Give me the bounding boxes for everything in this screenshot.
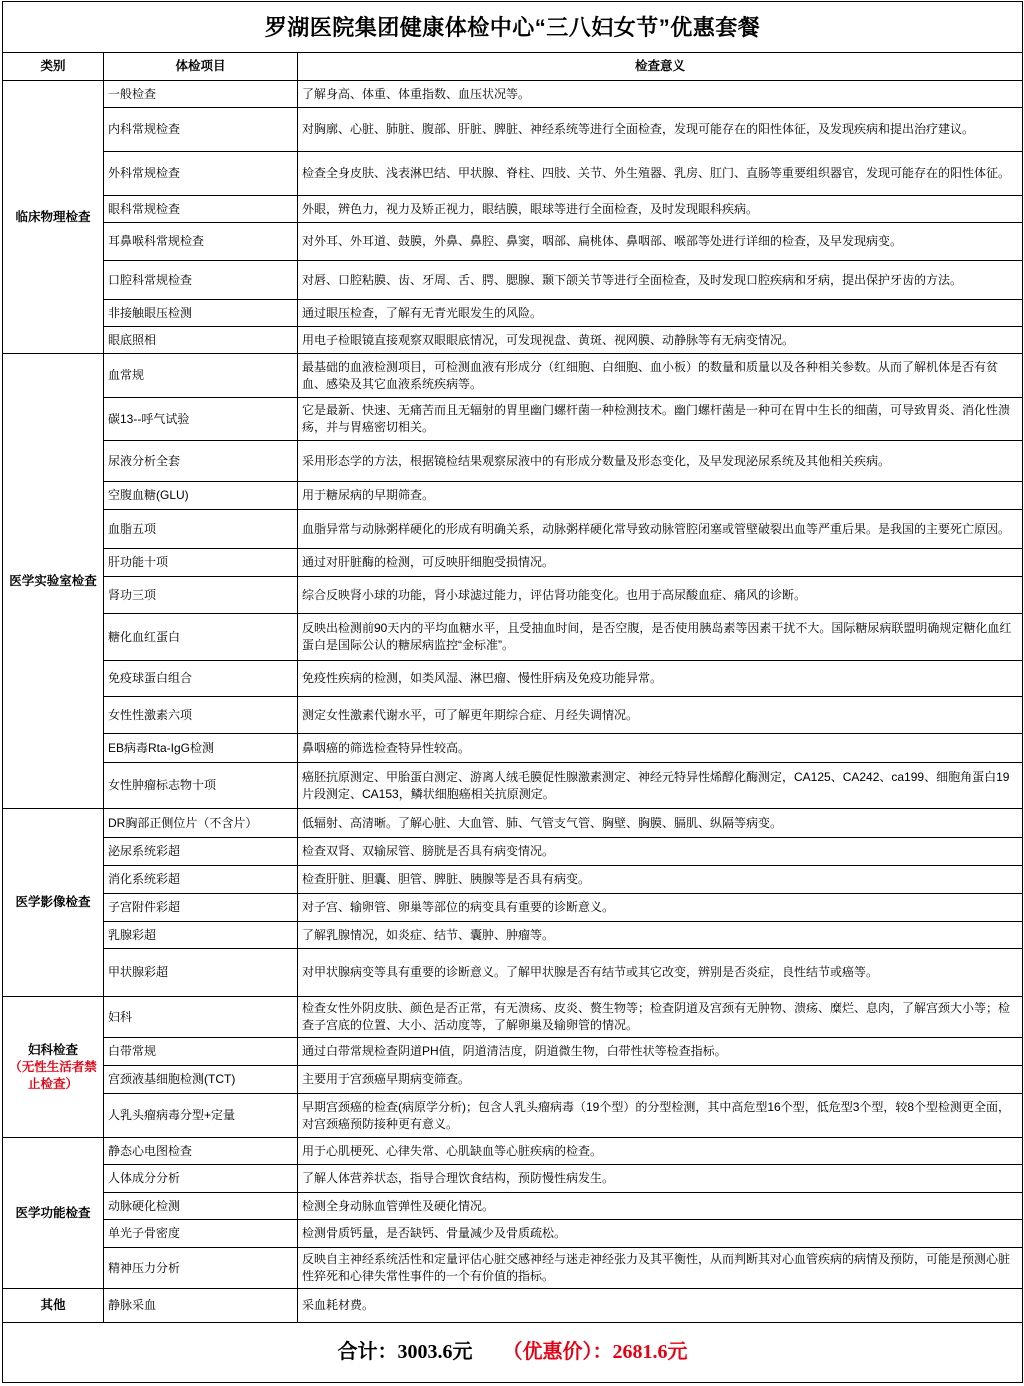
item-name: 静脉采血 xyxy=(104,1289,298,1323)
item-name: 单光子骨密度 xyxy=(104,1220,298,1248)
category-cell xyxy=(3,809,104,997)
item-name: 乳腺彩超 xyxy=(104,922,298,949)
item-name: 消化系统彩超 xyxy=(104,866,298,894)
item-name: 甲状腺彩超 xyxy=(104,949,298,997)
category-cell xyxy=(3,354,104,809)
table-row xyxy=(3,1165,1023,1193)
item-meaning: 了解乳腺情况，如炎症、结节、囊肿、肿瘤等。 xyxy=(298,922,1023,949)
item-name: 空腹血糖(GLU) xyxy=(104,482,298,510)
total-cell xyxy=(3,1323,1023,1383)
item-meaning: 低辐射、高清晰。了解心脏、大血管、肺、气管支气管、胸壁、胸膜、膈肌、纵隔等病变。 xyxy=(298,809,1023,838)
item-meaning: 对子宫、输卵管、卵巢等部位的病变具有重要的诊断意义。 xyxy=(298,894,1023,922)
table-row xyxy=(3,1094,1023,1138)
table-row xyxy=(3,697,1023,734)
item-meaning: 癌胚抗原测定、甲胎蛋白测定、游离人绒毛膜促性腺激素测定、神经元特异性烯醇化酶测定，CA125、CA242、ca199、细胞角蛋白19片段测定、CA153，鳞状细胞癌相关抗原测定。 xyxy=(298,763,1023,809)
table-row xyxy=(3,327,1023,354)
item-name: DR胸部正侧位片（不含片） xyxy=(104,809,298,838)
item-name: 耳鼻喉科常规检查 xyxy=(104,223,298,261)
table-row xyxy=(3,152,1023,196)
table-row xyxy=(3,1038,1023,1066)
item-meaning: 早期宫颈癌的检查(病原学分析)；包含人乳头瘤病毒（19个型）的分型检测，其中高危型16个型，低危型3个型，较8个型检测更全面，对宫颈癌预防接种更有意义。 xyxy=(298,1094,1023,1138)
category-label: 临床物理检查 xyxy=(15,209,91,224)
item-meaning: 了解人体营养状态，指导合理饮食结构，预防慢性病发生。 xyxy=(298,1165,1023,1193)
item-meaning: 对甲状腺病变等具有重要的诊断意义。了解甲状腺是否有结节或其它改变，辨别是否炎症，良性结节或癌等。 xyxy=(298,949,1023,997)
item-name: 女性肿瘤标志物十项 xyxy=(104,763,298,809)
item-name: 口腔科常规检查 xyxy=(104,261,298,300)
table-row xyxy=(3,997,1023,1038)
item-meaning: 鼻咽癌的筛选检查特异性较高。 xyxy=(298,734,1023,763)
total-row xyxy=(3,1323,1023,1383)
item-meaning: 采血耗材费。 xyxy=(298,1289,1023,1323)
table-row xyxy=(3,261,1023,300)
total-price: 合计：3003.6元 xyxy=(337,1341,473,1363)
table-row xyxy=(3,1066,1023,1094)
table-row xyxy=(3,1193,1023,1220)
table-row xyxy=(3,354,1023,398)
item-meaning: 主要用于宫颈癌早期病变筛查。 xyxy=(298,1066,1023,1094)
table-row xyxy=(3,549,1023,577)
table-row xyxy=(3,108,1023,152)
discount-price: （优惠价）：2681.6元 xyxy=(502,1341,688,1363)
item-name: EB病毒Rta-IgG检测 xyxy=(104,734,298,763)
table-row xyxy=(3,441,1023,482)
item-meaning: 免疫性疾病的检测，如类风湿、淋巴瘤、慢性肝病及免疫功能异常。 xyxy=(298,661,1023,697)
table-row xyxy=(3,763,1023,809)
item-meaning: 对唇、口腔粘膜、齿、牙周、舌、腭、腮腺、颞下颌关节等进行全面检查，及时发现口腔疾病和牙病，提出保护牙齿的方法。 xyxy=(298,261,1023,300)
item-meaning: 用于心肌梗死、心律失常、心肌缺血等心脏疾病的检查。 xyxy=(298,1138,1023,1165)
item-name: 白带常规 xyxy=(104,1038,298,1066)
item-name: 外科常规检查 xyxy=(104,152,298,196)
item-name: 血脂五项 xyxy=(104,510,298,549)
table-row xyxy=(3,398,1023,441)
item-meaning: 检测骨质钙量，是否缺钙、骨量减少及骨质疏松。 xyxy=(298,1220,1023,1248)
item-name: 碳13--呼气试验 xyxy=(104,398,298,441)
table-row xyxy=(3,510,1023,549)
item-name: 血常规 xyxy=(104,354,298,398)
category-label: 其他 xyxy=(40,1298,66,1312)
table-row xyxy=(3,577,1023,614)
item-name: 子宫附件彩超 xyxy=(104,894,298,922)
table-row xyxy=(3,894,1023,922)
item-meaning: 用电子检眼镜直接观察双眼眼底情况，可发现视盘、黄斑、视网膜、动静脉等有无病变情况。 xyxy=(298,327,1023,354)
table-row xyxy=(3,922,1023,949)
item-meaning: 反映出检测前90天内的平均血糖水平，且受抽血时间，是否空腹，是否使用胰岛素等因素干扰不大。国际糖尿病联盟明确规定糖化血红蛋白是国际公认的糖尿病监控“金标准”。 xyxy=(298,614,1023,661)
table-row xyxy=(3,81,1023,108)
item-meaning: 检查女性外阴皮肤、颜色是否正常，有无溃疡、皮炎、赘生物等；检查阴道及宫颈有无肿物、溃疡、糜烂、息肉，了解宫颈大小等；检查子宫底的位置、大小、活动度等，了解卵巢及输卵管的情况。 xyxy=(298,997,1023,1038)
table-row xyxy=(3,1289,1023,1323)
item-name: 精神压力分析 xyxy=(104,1248,298,1289)
table-row xyxy=(3,1220,1023,1248)
item-meaning: 通过白带常规检查阴道PH值，阴道清洁度，阴道微生物，白带性状等检查指标。 xyxy=(298,1038,1023,1066)
item-name: 泌尿系统彩超 xyxy=(104,838,298,866)
item-name: 眼科常规检查 xyxy=(104,196,298,223)
item-meaning: 对外耳、外耳道、鼓膜，外鼻、鼻腔、鼻窦，咽部、扁桃体、鼻咽部、喉部等处进行详细的检查，及早发现病变。 xyxy=(298,223,1023,261)
item-name: 免疫球蛋白组合 xyxy=(104,661,298,697)
table-row xyxy=(3,734,1023,763)
item-name: 非接触眼压检测 xyxy=(104,300,298,327)
table-row xyxy=(3,809,1023,838)
page-title: 罗湖医院集团健康体检中心“三八妇女节”优惠套餐 xyxy=(3,2,1023,53)
item-name: 眼底照相 xyxy=(104,327,298,354)
item-meaning: 外眼，辨色力，视力及矫正视力，眼结膜，眼球等进行全面检查，及时发现眼科疾病。 xyxy=(298,196,1023,223)
item-name: 宫颈液基细胞检测(TCT) xyxy=(104,1066,298,1094)
item-name: 人体成分分析 xyxy=(104,1165,298,1193)
item-name: 糖化血红蛋白 xyxy=(104,614,298,661)
table-row xyxy=(3,300,1023,327)
item-meaning: 检查双肾、双输尿管、膀胱是否具有病变情况。 xyxy=(298,838,1023,866)
table-row xyxy=(3,838,1023,866)
item-meaning: 了解身高、体重、体重指数、血压状况等。 xyxy=(298,81,1023,108)
category-cell xyxy=(3,1138,104,1289)
item-meaning: 检测全身动脉血管弹性及硬化情况。 xyxy=(298,1193,1023,1220)
table-row xyxy=(3,949,1023,997)
item-name: 静态心电图检查 xyxy=(104,1138,298,1165)
item-meaning: 测定女性激素代谢水平，可了解更年期综合症、月经失调情况。 xyxy=(298,697,1023,734)
table-row xyxy=(3,614,1023,661)
item-name: 妇科 xyxy=(104,997,298,1038)
category-cell xyxy=(3,81,104,354)
category-cell xyxy=(3,997,104,1138)
category-label: 医学功能检查 xyxy=(15,1205,91,1220)
table-row xyxy=(3,1248,1023,1289)
title-row xyxy=(3,2,1023,53)
item-meaning: 反映自主神经系统活性和定量评估心脏交感神经与迷走神经张力及其平衡性，从而判断其对心血管疾病的病情及预防，可能是预测心脏性猝死和心律失常性事件的一个有价值的指标。 xyxy=(298,1248,1023,1289)
item-name: 尿液分析全套 xyxy=(104,441,298,482)
item-name: 肝功能十项 xyxy=(104,549,298,577)
header-row xyxy=(3,53,1023,81)
item-meaning: 采用形态学的方法，根据镜检结果观察尿液中的有形成分数量及形态变化，及早发现泌尿系统及其他相关疾病。 xyxy=(298,441,1023,482)
item-meaning: 血脂异常与动脉粥样硬化的形成有明确关系，动脉粥样硬化常导致动脉管腔闭塞或管壁破裂出血等严重后果。是我国的主要死亡原因。 xyxy=(298,510,1023,549)
restriction-note: （无性生活者禁止检查） xyxy=(9,1059,97,1091)
item-meaning: 通过眼压检查，了解有无青光眼发生的风险。 xyxy=(298,300,1023,327)
category-label: 医学影像检查 xyxy=(15,895,91,909)
table-row xyxy=(3,223,1023,261)
item-meaning: 最基础的血液检测项目，可检测血液有形成分（红细胞、白细胞、血小板）的数量和质量以及各种相关参数。从而了解机体是否有贫血、感染及其它血液系统疾病等。 xyxy=(298,354,1023,398)
table-row xyxy=(3,482,1023,510)
category-label: 妇科检查 xyxy=(27,1042,78,1057)
item-name: 人乳头瘤病毒分型+定量 xyxy=(104,1094,298,1138)
item-meaning: 通过对肝脏酶的检测，可反映肝细胞受损情况。 xyxy=(298,549,1023,577)
item-meaning: 对胸廓、心脏、肺脏、腹部、肝脏、脾脏、神经系统等进行全面检查，发现可能存在的阳性体征，及发现疾病和提出治疗建议。 xyxy=(298,108,1023,152)
item-name: 肾功三项 xyxy=(104,577,298,614)
item-name: 女性性激素六项 xyxy=(104,697,298,734)
table-row xyxy=(3,866,1023,894)
item-name: 动脉硬化检测 xyxy=(104,1193,298,1220)
table-row xyxy=(3,661,1023,697)
table-row xyxy=(3,196,1023,223)
item-meaning: 用于糖尿病的早期筛查。 xyxy=(298,482,1023,510)
item-meaning: 它是最新、快速、无痛苦而且无辐射的胃里幽门螺杆菌一种检测技术。幽门螺杆菌是一种可在胃中生长的细菌，可导致胃炎、消化性溃疡，并与胃癌密切相关。 xyxy=(298,398,1023,441)
package-table xyxy=(2,1,1023,1383)
item-name: 一般检查 xyxy=(104,81,298,108)
header-category: 类别 xyxy=(3,53,104,81)
item-meaning: 检查肝脏、胆囊、胆管、脾脏、胰腺等是否具有病变。 xyxy=(298,866,1023,894)
header-meaning: 检查意义 xyxy=(298,53,1023,81)
item-meaning: 综合反映肾小球的功能，肾小球滤过能力，评估肾功能变化。也用于高尿酸血症、痛风的诊断。 xyxy=(298,577,1023,614)
category-cell xyxy=(3,1289,104,1323)
item-meaning: 检查全身皮肤、浅表淋巴结、甲状腺、脊柱、四肢、关节、外生殖器、乳房、肛门、直肠等重要组织器官，发现可能存在的阳性体征。 xyxy=(298,152,1023,196)
table-row xyxy=(3,1138,1023,1165)
category-label: 医学实验室检查 xyxy=(9,573,97,588)
header-item: 体检项目 xyxy=(104,53,298,81)
item-name: 内科常规检查 xyxy=(104,108,298,152)
